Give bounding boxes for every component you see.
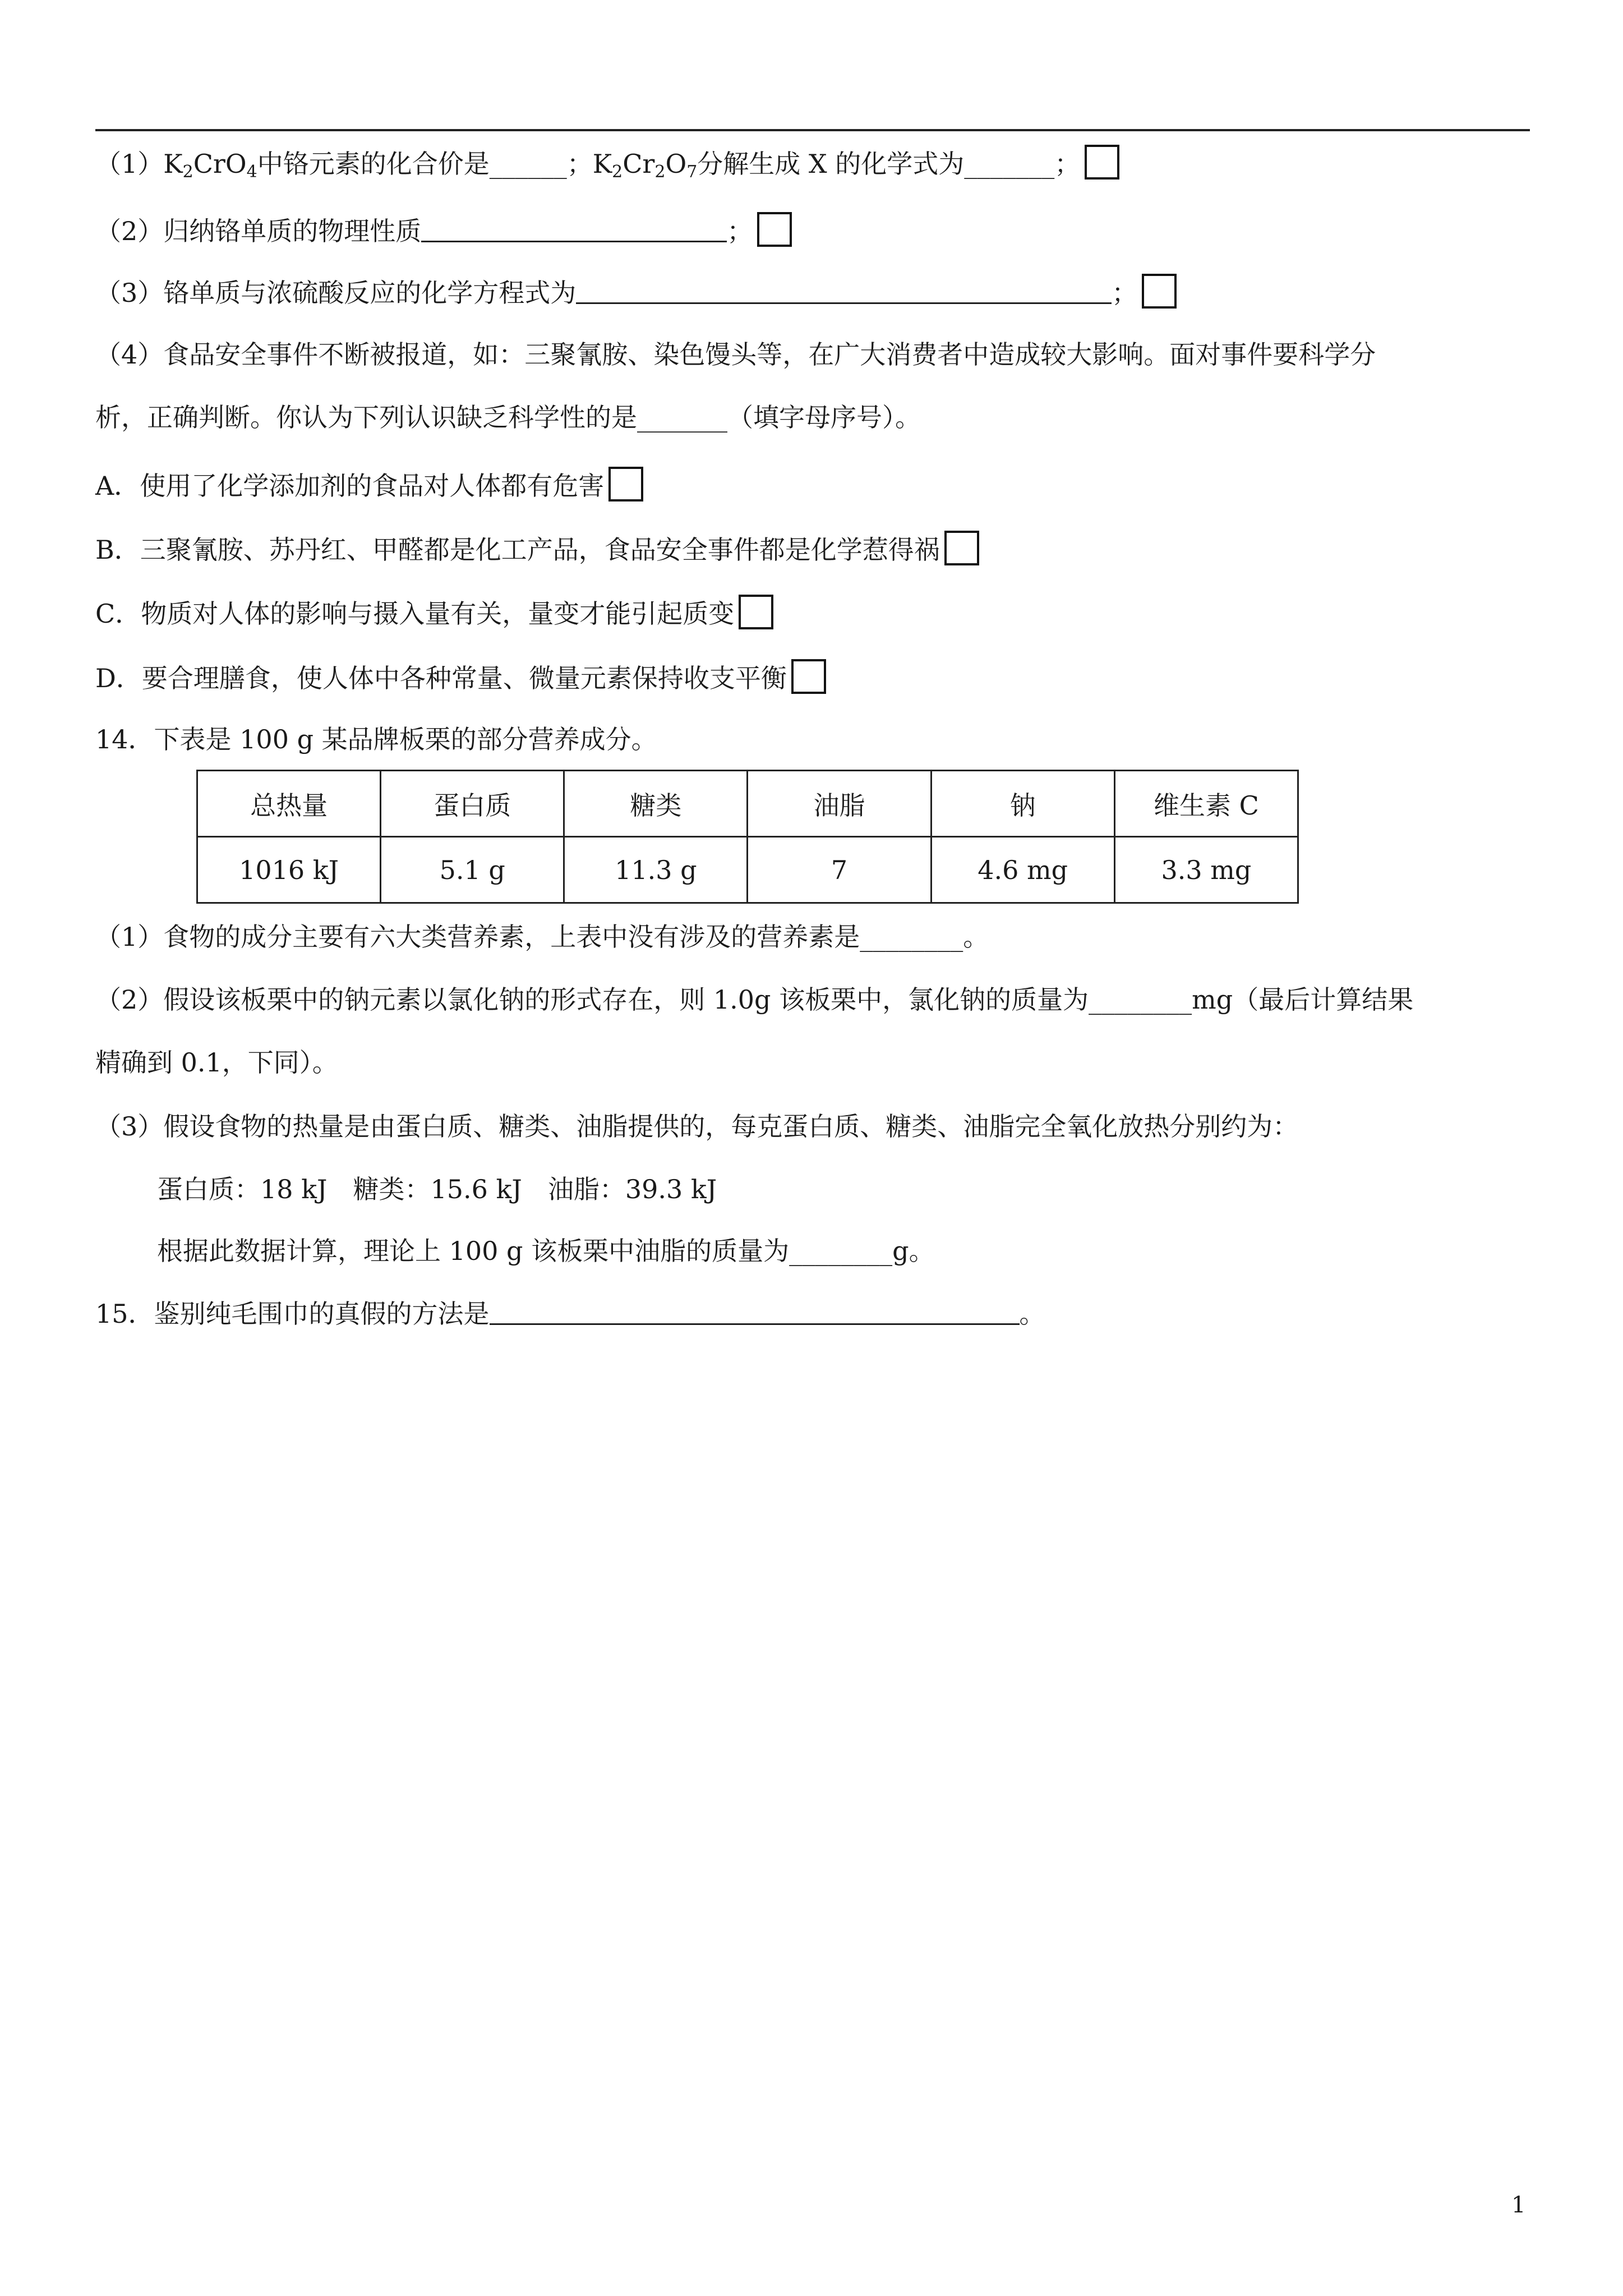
option-c-text: C．物质对人体的影响与摄入量有关，量变才能引起质变 — [95, 599, 735, 629]
q13-part1-text-d: ；K — [566, 149, 612, 179]
q13-part2 — [95, 212, 792, 248]
q14-part2-line2: 精确到 0.1，下同）。 — [95, 1047, 338, 1078]
q14-part2 — [95, 983, 1413, 1016]
table-row — [197, 837, 1298, 903]
table-cell: 7 — [748, 837, 931, 903]
table-header-cell: 油脂 — [748, 771, 931, 837]
option-a-text: A．使用了化学添加剂的食品对人体都有危害 — [95, 471, 605, 501]
table-cell: 5.1 g — [381, 837, 564, 903]
option-a — [95, 467, 643, 503]
option-b-text: B．三聚氰胺、苏丹红、甲醛都是化工产品，食品安全事件都是化学惹得祸 — [95, 535, 940, 565]
subscript: 2 — [654, 162, 666, 182]
q14-part2-end: mg（最后计算结果 — [1192, 984, 1414, 1015]
q15 — [95, 1297, 1045, 1331]
header-rule — [95, 129, 1530, 131]
q13-part1-text-b: CrO — [193, 149, 247, 179]
q13-part3-end: ； — [1112, 278, 1138, 308]
answer-line[interactable] — [490, 1299, 1020, 1325]
q13-part4-text: 析，正确判断。你认为下列认识缺乏科学性的是 — [95, 402, 637, 432]
subscript: 2 — [612, 162, 623, 182]
q13-part3 — [95, 274, 1177, 310]
q14-part1-end: 。 — [963, 922, 989, 952]
subscript: 7 — [686, 162, 698, 182]
table-header-cell: 维生素 C — [1114, 771, 1298, 837]
option-b — [95, 531, 979, 567]
q13-part4-line1: （4）食品安全事件不断被报道，如：三聚氰胺、染色馒头等，在广大消费者中造成较大影响。面对事件要科学分 — [95, 339, 1376, 370]
table-cell: 11.3 g — [564, 837, 748, 903]
checkbox[interactable] — [944, 531, 979, 565]
page-number: 1 — [1511, 2192, 1526, 2218]
q13-part4-line2 — [95, 401, 921, 434]
answer-blank[interactable]: _______ — [964, 149, 1055, 179]
q14-part3-calc-text: 根据此数据计算，理论上 100 g 该板栗中油脂的质量为 — [157, 1236, 790, 1266]
option-c — [95, 595, 773, 631]
q15-end: 。 — [1019, 1299, 1045, 1329]
answer-line[interactable] — [576, 278, 1112, 304]
q15-text: 15．鉴别纯毛围巾的真假的方法是 — [95, 1299, 490, 1329]
checkbox[interactable] — [608, 467, 643, 501]
checkbox[interactable] — [791, 659, 826, 694]
q13-part2-end: ； — [727, 216, 753, 246]
checkbox[interactable] — [757, 212, 792, 247]
table-header-row — [197, 771, 1298, 837]
q14-part3-end: g。 — [892, 1236, 935, 1266]
q13-part1-text-c: 中铬元素的化合价是 — [257, 149, 490, 179]
answer-blank[interactable]: ______ — [489, 149, 567, 179]
option-d-text: D．要合理膳食，使人体中各种常量、微量元素保持收支平衡 — [95, 663, 787, 693]
q13-part1-text-e: Cr — [623, 149, 655, 179]
table-cell: 4.6 mg — [931, 837, 1114, 903]
q13-part2-text: （2）归纳铬单质的物理性质 — [95, 216, 422, 246]
q13-part4-hint: （填字母序号）。 — [727, 402, 921, 432]
q13-part1-text-g: 分解生成 X 的化学式为 — [697, 149, 965, 179]
table-header-cell: 总热量 — [197, 771, 381, 837]
q14-part1-text: （1）食物的成分主要有六大类营养素，上表中没有涉及的营养素是 — [95, 922, 860, 952]
checkbox[interactable] — [1085, 145, 1119, 180]
table-header-cell: 蛋白质 — [381, 771, 564, 837]
subscript: 4 — [246, 162, 257, 182]
checkbox[interactable] — [1142, 274, 1177, 309]
q13-part1-text-a: （1）K — [95, 149, 183, 179]
answer-blank[interactable]: ________ — [1089, 984, 1192, 1015]
q14-part1 — [95, 920, 989, 954]
table-cell: 1016 kJ — [197, 837, 381, 903]
table-cell: 3.3 mg — [1114, 837, 1298, 903]
subscript: 2 — [182, 162, 193, 182]
table-header-cell: 钠 — [931, 771, 1114, 837]
table-header-cell: 糖类 — [564, 771, 748, 837]
q14-part3-calc — [157, 1234, 935, 1268]
answer-blank[interactable]: ________ — [789, 1236, 893, 1266]
q13-part1-text-f: O — [665, 149, 687, 179]
nutrition-table — [196, 770, 1299, 904]
q14-part3-values: 蛋白质：18 kJ 糖类：15.6 kJ 油脂：39.3 kJ — [157, 1174, 717, 1204]
answer-line[interactable] — [421, 216, 727, 242]
checkbox[interactable] — [739, 595, 773, 629]
option-d — [95, 659, 826, 695]
q13-part1 — [95, 145, 1119, 181]
q14-stem: 14．下表是 100 g 某品牌板栗的部分营养成分。 — [95, 724, 657, 754]
q13-part3-text: （3）铬单质与浓硫酸反应的化学方程式为 — [95, 278, 577, 308]
q14-part3: （3）假设食物的热量是由蛋白质、糖类、油脂提供的，每克蛋白质、糖类、油脂完全氧化放热分别约为： — [95, 1111, 1299, 1142]
q14-part2-text: （2）假设该板栗中的钠元素以氯化钠的形式存在，则 1.0g 该板栗中，氯化钠的质量为 — [95, 984, 1089, 1015]
q13-part1-end: ； — [1054, 149, 1081, 179]
answer-blank[interactable]: _______ — [637, 402, 727, 432]
answer-blank[interactable]: ________ — [860, 922, 963, 952]
